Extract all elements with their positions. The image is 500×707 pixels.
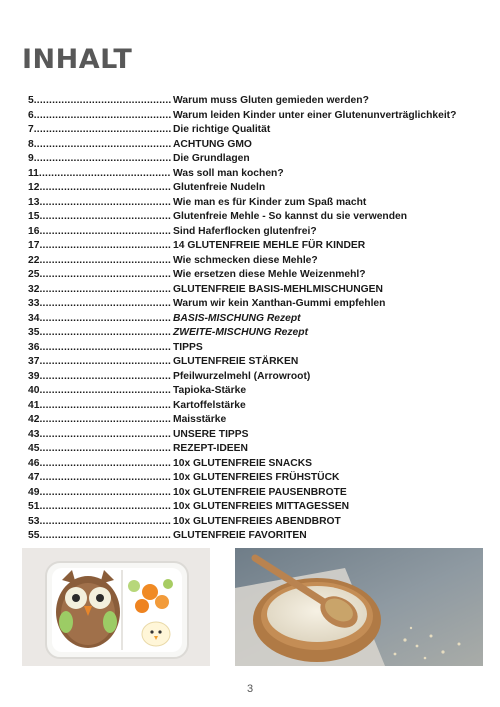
toc-entry[interactable] xyxy=(28,210,490,225)
toc-entry[interactable] xyxy=(28,529,490,544)
toc-dot-leader xyxy=(39,225,171,240)
toc-entry[interactable] xyxy=(28,167,490,182)
toc-entry-title: 14 GLUTENFREIE MEHLE FÜR KINDER xyxy=(173,240,366,251)
toc-page-cell xyxy=(28,297,171,312)
toc-dot-leader xyxy=(34,138,171,153)
toc-page-cell xyxy=(28,326,171,341)
toc-dot-leader xyxy=(39,239,171,254)
toc-dot-leader xyxy=(34,109,171,124)
toc-page-cell xyxy=(28,123,171,138)
toc-entry[interactable] xyxy=(28,297,490,312)
toc-page-cell xyxy=(28,152,171,167)
toc-dot-leader xyxy=(39,471,171,486)
flour-bowl-wooden-spoon-image xyxy=(235,548,483,666)
toc-entry[interactable] xyxy=(28,341,490,356)
toc-entry[interactable] xyxy=(28,428,490,443)
toc-page-cell xyxy=(28,515,171,530)
toc-entry-title: Wie man es für Kinder zum Spaß macht xyxy=(173,196,367,208)
toc-dot-leader xyxy=(39,370,171,385)
toc-entry[interactable] xyxy=(28,181,490,196)
toc-page-cell xyxy=(28,283,171,298)
toc-dot-leader xyxy=(39,399,171,414)
toc-entry[interactable] xyxy=(28,239,490,254)
toc-page-number: 46 xyxy=(28,457,40,469)
toc-page-cell xyxy=(28,500,171,515)
toc-entry-title: GLUTENFREIE FAVORITEN xyxy=(173,530,307,541)
toc-entry[interactable] xyxy=(28,442,490,457)
toc-entry-title: Pfeilwurzelmehl (Arrowroot) xyxy=(173,370,311,382)
lunchbox-owl-sandwich-image xyxy=(22,548,210,666)
toc-dot-leader xyxy=(34,94,171,109)
toc-dot-leader xyxy=(39,167,171,182)
toc-dot-leader xyxy=(39,515,171,530)
toc-entry-title: TIPPS xyxy=(173,341,203,353)
toc-entry-title: Die Grundlagen xyxy=(173,153,250,164)
toc-page-number: 15 xyxy=(28,211,40,222)
toc-page-number: 34 xyxy=(28,312,40,324)
toc-entry[interactable] xyxy=(28,413,490,428)
toc-page-cell xyxy=(28,442,171,457)
toc-page-cell xyxy=(28,268,171,283)
toc-page-number: 47 xyxy=(28,472,40,483)
toc-entry-title: Sind Haferflocken glutenfrei? xyxy=(173,225,317,237)
toc-entry[interactable] xyxy=(28,500,490,515)
toc-entry[interactable] xyxy=(28,312,490,327)
toc-page-number: 40 xyxy=(28,385,40,396)
toc-entry-title: Was soll man kochen? xyxy=(173,167,284,179)
toc-page-number: 7 xyxy=(28,124,34,135)
toc-page-cell xyxy=(28,384,171,399)
toc-dot-leader xyxy=(39,210,171,225)
toc-page-cell xyxy=(28,254,171,269)
toc-page-number: 12 xyxy=(28,182,40,193)
toc-entry[interactable] xyxy=(28,268,490,283)
toc-entry-title: Die richtige Qualität xyxy=(173,124,271,135)
lunchbox-illustration xyxy=(22,548,210,666)
toc-entry[interactable] xyxy=(28,109,490,124)
toc-dot-leader xyxy=(34,152,171,167)
toc-page-number: 41 xyxy=(28,399,40,411)
toc-entry[interactable] xyxy=(28,384,490,399)
toc-page-cell xyxy=(28,471,171,486)
toc-dot-leader xyxy=(39,196,171,211)
toc-page-cell xyxy=(28,225,171,240)
toc-page-cell xyxy=(28,413,171,428)
toc-page-number: 22 xyxy=(28,254,40,266)
toc-dot-leader xyxy=(39,254,171,269)
toc-entry[interactable] xyxy=(28,138,490,153)
toc-page-number: 13 xyxy=(28,196,40,208)
toc-page-cell xyxy=(28,167,171,182)
page-number: 3 xyxy=(246,683,254,695)
toc-dot-leader xyxy=(39,297,171,312)
toc-entry[interactable] xyxy=(28,486,490,501)
toc-entry-title: ZWEITE-MISCHUNG Rezept xyxy=(173,327,309,338)
toc-entry[interactable] xyxy=(28,326,490,341)
toc-page-number: 17 xyxy=(28,240,40,251)
toc-page-number: 5 xyxy=(28,95,34,106)
toc-entry-title: 10x GLUTENFREIES ABENDBROT xyxy=(173,515,341,527)
toc-entry[interactable] xyxy=(28,355,490,370)
toc-dot-leader xyxy=(39,341,171,356)
toc-page-number: 55 xyxy=(28,530,40,541)
toc-page-cell xyxy=(28,457,171,472)
toc-entry[interactable] xyxy=(28,471,490,486)
toc-page-cell xyxy=(28,370,171,385)
toc-entry[interactable] xyxy=(28,94,490,109)
toc-entry[interactable] xyxy=(28,225,490,240)
toc-entry-title: 10x GLUTENFREIES MITTAGESSEN xyxy=(173,501,350,512)
toc-dot-leader xyxy=(39,428,171,443)
toc-page-number: 35 xyxy=(28,327,40,338)
toc-entry-title: BASIS-MISCHUNG Rezept xyxy=(173,312,301,324)
toc-page-cell xyxy=(28,312,171,327)
toc-entry[interactable] xyxy=(28,123,490,138)
toc-dot-leader xyxy=(39,326,171,341)
toc-dot-leader xyxy=(39,457,171,472)
toc-entry-title: Wie ersetzen diese Mehle Weizenmehl? xyxy=(173,269,366,280)
toc-page-cell xyxy=(28,109,171,124)
toc-page-number: 43 xyxy=(28,428,40,440)
toc-page-number: 49 xyxy=(28,486,40,498)
toc-page-cell xyxy=(28,529,171,544)
toc-entry-title: UNSERE TIPPS xyxy=(173,428,249,440)
toc-page-cell xyxy=(28,239,171,254)
toc-entry[interactable] xyxy=(28,254,490,269)
toc-dot-leader xyxy=(34,123,171,138)
toc-entry-title: Glutenfreie Mehle - So kannst du sie verwenden xyxy=(173,211,408,222)
toc-dot-leader xyxy=(39,384,171,399)
toc-entry-title: Warum muss Gluten gemieden werden? xyxy=(173,95,369,106)
toc-entry-title: 10x GLUTENFREIES FRÜHSTÜCK xyxy=(173,472,340,483)
toc-entry-title: ACHTUNG GMO xyxy=(173,138,252,150)
toc-entry-title: Warum leiden Kinder unter einer Glutenunverträglichkeit? xyxy=(173,109,457,121)
toc-page-cell xyxy=(28,138,171,153)
toc-dot-leader xyxy=(39,529,171,544)
toc-dot-leader xyxy=(39,413,171,428)
toc-entry-title: Kartoffelstärke xyxy=(173,399,246,411)
toc-entry-title: Warum wir kein Xanthan-Gummi empfehlen xyxy=(173,298,386,309)
toc-page-number: 51 xyxy=(28,501,40,512)
toc-entry[interactable] xyxy=(28,283,490,298)
toc-page-number: 45 xyxy=(28,443,40,454)
toc-dot-leader xyxy=(39,312,171,327)
toc-dot-leader xyxy=(39,500,171,515)
page-title: INHALT xyxy=(22,44,133,75)
toc-entry[interactable] xyxy=(28,515,490,530)
toc-page-number: 6 xyxy=(28,109,34,121)
toc-page-number: 37 xyxy=(28,356,40,367)
toc-entry-title: Maisstärke xyxy=(173,414,227,425)
toc-dot-leader xyxy=(39,283,171,298)
toc-page-number: 36 xyxy=(28,341,40,353)
toc-page-number: 9 xyxy=(28,153,34,164)
toc-page-cell xyxy=(28,428,171,443)
toc-page-cell xyxy=(28,181,171,196)
toc-entry-title: REZEPT-IDEEN xyxy=(173,443,248,454)
toc-entry[interactable] xyxy=(28,196,490,211)
toc-dot-leader xyxy=(39,486,171,501)
toc-entry-title: GLUTENFREIE STÄRKEN xyxy=(173,356,299,367)
toc-page-number: 16 xyxy=(28,225,40,237)
toc-page-number: 11 xyxy=(28,167,39,179)
toc-page-number: 53 xyxy=(28,515,40,527)
toc-page-cell xyxy=(28,486,171,501)
toc-page-cell xyxy=(28,196,171,211)
toc-entry[interactable] xyxy=(28,370,490,385)
toc-page-number: 33 xyxy=(28,298,40,309)
toc-entry[interactable] xyxy=(28,457,490,472)
toc-page-number: 25 xyxy=(28,269,40,280)
toc-dot-leader xyxy=(39,268,171,283)
toc-page-cell xyxy=(28,399,171,414)
toc-page-cell xyxy=(28,355,171,370)
toc-dot-leader xyxy=(39,181,171,196)
toc-page-cell xyxy=(28,210,171,225)
toc-page-cell xyxy=(28,341,171,356)
toc-entry-title: Wie schmecken diese Mehle? xyxy=(173,254,318,266)
toc-page-number: 32 xyxy=(28,283,40,295)
toc-page-cell xyxy=(28,94,171,109)
toc-entry-title: Tapioka-Stärke xyxy=(173,385,247,396)
toc-dot-leader xyxy=(39,442,171,457)
toc-entry-title: 10x GLUTENFREIE SNACKS xyxy=(173,457,313,469)
table-of-contents xyxy=(28,94,490,544)
toc-entry-title: GLUTENFREIE BASIS-MEHLMISCHUNGEN xyxy=(173,283,383,295)
flour-bowl-illustration xyxy=(235,548,483,666)
toc-entry-title: 10x GLUTENFREIE PAUSENBROTE xyxy=(173,486,347,498)
toc-entry-title: Glutenfreie Nudeln xyxy=(173,182,266,193)
toc-page-number: 8 xyxy=(28,138,34,150)
toc-entry[interactable] xyxy=(28,399,490,414)
toc-page-number: 39 xyxy=(28,370,40,382)
toc-dot-leader xyxy=(39,355,171,370)
toc-page-number: 42 xyxy=(28,414,40,425)
toc-entry[interactable] xyxy=(28,152,490,167)
